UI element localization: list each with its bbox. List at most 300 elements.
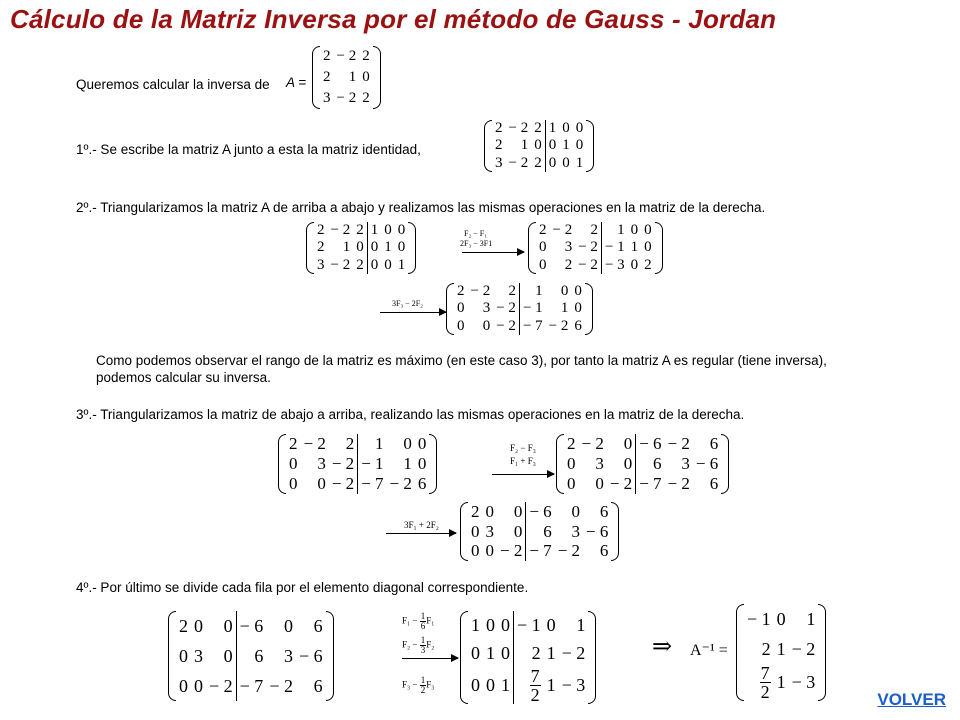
matrix-cell: 0 [567, 474, 576, 494]
step4-op3-num: 1 [420, 675, 426, 685]
matrix-cell: 0 [417, 454, 427, 474]
matrix-cell: 2 [534, 154, 542, 171]
matrix-cell: − 2 [496, 317, 516, 334]
matrix-cell: 1 [601, 222, 627, 239]
matrix-cell: − 6 [586, 521, 609, 541]
matrix-cell: 1 [776, 638, 786, 659]
matrix-row [744, 664, 818, 701]
matrix-cell: − 2 [336, 47, 357, 64]
step4-op2-num: 1 [420, 635, 426, 645]
matrix-cell: − 2 [578, 239, 598, 256]
matrix-cell: − 1 [514, 611, 544, 639]
inverse-matrix [736, 604, 826, 701]
matrix-cell: 0 [417, 434, 427, 454]
matrix-cell: − 2 [548, 317, 569, 334]
matrix-cell: 0 [513, 502, 523, 521]
matrix-cell: − 1 [358, 454, 387, 474]
matrix-cell: 1 [520, 137, 529, 154]
matrix-row [468, 639, 588, 667]
matrix-row [314, 222, 408, 239]
matrix-cell: 0 [471, 675, 480, 696]
matrix-cell: 2 [539, 222, 547, 238]
matrix-cell: 1 [562, 137, 570, 154]
matrix-cell: 0 [289, 474, 298, 494]
matrix-cell: 2 [317, 222, 325, 238]
left-bracket [484, 120, 492, 172]
matrix-cell: 3 [571, 521, 581, 541]
matrix-cell: 1 [519, 283, 545, 300]
matrix-row [320, 67, 373, 88]
step4-op1-num: 1 [420, 611, 426, 621]
matrix-cell: 0 [317, 474, 326, 494]
matrix-cell: 0 [545, 155, 559, 172]
matrix-row [176, 641, 326, 671]
matrix-cell: 1 [358, 434, 387, 454]
left-bracket [168, 611, 176, 701]
matrix-cell: 2 [514, 639, 544, 667]
matrix-cell: 1 [342, 239, 351, 256]
matrix-table [492, 120, 586, 172]
step3-matrix-a [278, 434, 437, 494]
matrix-cell: 0 [575, 137, 584, 154]
matrix-row [320, 46, 373, 67]
matrix-cell: 0 [457, 300, 465, 317]
matrix-cell: 1 [367, 222, 381, 239]
matrix-cell: 2 [508, 283, 516, 299]
matrix-cell: 1 [348, 68, 357, 85]
step4-op3-a: F₃ − [402, 679, 420, 690]
matrix-cell: − 7 [236, 671, 266, 701]
matrix-cell: 2 [644, 256, 652, 273]
matrix-cell: 3 [323, 89, 331, 106]
right-bracket [326, 611, 334, 701]
matrix-row [314, 257, 408, 274]
matrix-cell: − 2 [508, 120, 529, 136]
matrix-cell: 0 [384, 256, 392, 273]
matrix-cell: 0 [403, 434, 412, 454]
step3-arrow2 [386, 533, 456, 534]
matrix-cell: 0 [194, 615, 203, 636]
left-bracket [446, 283, 454, 335]
step2-matrix-c [446, 283, 593, 335]
matrix-row [454, 283, 585, 300]
matrix-cell: − 2 [609, 474, 633, 494]
matrix-cell: 3 [283, 645, 293, 666]
matrix-cell: − 2 [561, 642, 586, 663]
matrix-cell: 0 [194, 675, 203, 696]
matrix-cell: 0 [501, 614, 510, 635]
fraction-numerator: 7 [530, 666, 540, 686]
matrix-cell: 0 [539, 256, 547, 273]
matrix-cell: 0 [623, 434, 633, 454]
step2-op1-line1: F₂ − F₁ [464, 229, 487, 238]
step1-text: 1º.- Se escribe la matriz A junto a esta la matriz identidad, [76, 142, 421, 157]
step2-arrow2 [380, 312, 446, 313]
matrix-cell [744, 664, 774, 701]
step4-text: 4º.- Por último se divide cada fila por el elemento diagonal correspondiente. [76, 580, 529, 595]
matrix-cell: 2 [356, 256, 364, 273]
matrix-cell: 2 [495, 120, 503, 136]
matrix-cell: 2 [457, 283, 465, 299]
matrix-row [286, 474, 429, 494]
step2-arrow1 [462, 252, 524, 253]
matrix-cell: 1 [403, 454, 412, 474]
matrix-table [314, 222, 408, 274]
matrix-cell: 0 [223, 645, 233, 666]
matrix-cell: 0 [485, 502, 494, 521]
step3-arrow1 [492, 474, 554, 475]
matrix-cell: 6 [236, 641, 266, 671]
matrix-cell: − 3 [791, 672, 816, 693]
implies-symbol: ⇒ [652, 632, 673, 660]
matrix-row [492, 120, 586, 137]
matrix-row [176, 671, 326, 701]
matrix-cell: 2 [495, 137, 503, 154]
matrix-row [468, 611, 588, 639]
matrix-row [320, 88, 373, 109]
matrix-cell: 1 [546, 675, 556, 696]
step4-op-row2 [402, 636, 434, 655]
step4-op1-b: F₁ [426, 615, 435, 626]
matrix-cell: − 1 [601, 239, 627, 256]
matrix-cell: 0 [179, 645, 188, 666]
matrix-cell: − 2 [500, 541, 523, 561]
matrix-cell: 0 [501, 642, 510, 663]
matrix-cell: 0 [567, 454, 576, 474]
matrix-cell: 2 [564, 256, 573, 273]
step4-op-row1 [402, 612, 434, 631]
matrix-cell: 6 [574, 317, 582, 334]
matrix-cell: − 2 [330, 222, 351, 238]
matrix-cell: 0 [486, 675, 495, 696]
step4-op3-b: F₃ [426, 679, 435, 690]
step4-op2-den: 3 [420, 645, 426, 655]
fraction-numerator: 7 [760, 663, 770, 683]
matrix-cell: 0 [485, 541, 494, 561]
matrix-cell: 6 [599, 502, 609, 521]
matrix-row [468, 522, 611, 542]
matrix-cell: 2 [356, 222, 364, 238]
matrix-cell: 0 [562, 120, 570, 136]
matrix-cell: 1 [545, 120, 559, 137]
matrix-cell: 2 [323, 47, 331, 64]
matrix-cell: − 1 [519, 300, 545, 317]
matrix-cell: 3 [317, 256, 325, 273]
matrix-cell: − 1 [747, 608, 771, 629]
matrix-table [564, 434, 721, 494]
right-bracket [721, 434, 729, 494]
matrix-cell: 0 [223, 615, 233, 636]
matrix-cell: 0 [471, 642, 480, 663]
right-bracket [373, 46, 381, 109]
step2-matrix-b [528, 222, 663, 274]
step3-matrix-c [460, 502, 619, 561]
matrix-cell: 0 [644, 239, 652, 256]
fraction [760, 664, 771, 701]
inverse-label: A⁻¹ = [690, 642, 728, 659]
matrix-cell: 2 [362, 89, 370, 106]
matrix-row [536, 239, 655, 256]
matrix-row [564, 454, 721, 474]
step4-arrow [402, 658, 458, 659]
rank-note: Como podemos observar el rango de la matriz es máximo (en este caso 3), por tanto la matriz A es regular (tiene inversa), podemos calcular su inversa. [96, 353, 827, 385]
matrix-cell: 0 [630, 256, 639, 273]
step4-op2-a: F₂ − [402, 639, 420, 650]
matrix-cell: − 2 [330, 256, 351, 273]
matrix-cell: 3 [681, 454, 690, 474]
matrix-cell: 0 [571, 502, 581, 521]
matrix-row [492, 155, 586, 172]
step3-op1-line1: F₂ − F₃ [510, 443, 536, 453]
left-bracket [460, 611, 468, 704]
matrix-cell: 0 [595, 474, 604, 494]
fraction [530, 667, 541, 704]
matrix-cell: 0 [545, 137, 559, 154]
matrix-cell: − 6 [526, 502, 555, 522]
matrix-cell: 3 [495, 154, 503, 171]
matrix-cell: 0 [623, 454, 633, 474]
matrix-cell: 0 [644, 222, 652, 238]
matrix-cell: 0 [179, 675, 188, 696]
intro-label: A = [286, 75, 307, 90]
matrix-cell: 2 [317, 239, 325, 256]
matrix-cell: 6 [709, 434, 719, 454]
right-bracket [408, 222, 416, 274]
matrix-cell: 0 [457, 317, 465, 334]
matrix-cell: − 2 [303, 434, 326, 454]
matrix-cell: 0 [482, 317, 491, 334]
matrix-cell: 1 [630, 239, 639, 256]
matrix-cell: 2 [289, 434, 298, 454]
matrix-row [564, 434, 721, 454]
matrix-cell: 0 [356, 239, 364, 256]
matrix-row [492, 137, 586, 154]
matrix-row [286, 434, 429, 454]
left-bracket [278, 434, 286, 494]
matrix-row [468, 502, 611, 522]
matrix-cell: 0 [471, 541, 480, 561]
left-bracket [736, 604, 744, 701]
matrix-cell: 0 [776, 608, 786, 629]
matrix-cell: 0 [362, 68, 370, 85]
matrix-cell: 0 [289, 454, 298, 474]
matrix-cell: 0 [560, 283, 569, 299]
matrix-cell: 0 [384, 222, 392, 238]
matrix-cell: 2 [345, 434, 355, 454]
matrix-row [454, 300, 585, 317]
matrix-row [286, 454, 429, 474]
matrix-cell: 0 [283, 615, 293, 636]
step4-op2-b: F₂ [426, 639, 435, 650]
matrix-table [468, 502, 611, 561]
left-bracket [306, 222, 314, 274]
matrix-cell: 1 [806, 608, 816, 629]
matrix-cell: 1 [397, 256, 406, 273]
matrix-table [454, 283, 585, 335]
matrix-cell: 2 [590, 222, 598, 238]
matrix-cell [514, 667, 544, 704]
step4-op3-den: 2 [420, 685, 426, 695]
matrix-cell: 0 [367, 257, 381, 274]
fraction-denominator: 2 [760, 682, 770, 702]
matrix-cell: 1 [560, 300, 569, 317]
matrix-cell: − 2 [791, 638, 816, 659]
matrix-cell: − 2 [667, 474, 690, 494]
matrix-cell: − 2 [470, 283, 491, 299]
matrix-cell: 1 [546, 642, 556, 663]
step4-matrix-b [460, 611, 596, 704]
matrix-cell: − 2 [552, 222, 573, 238]
matrix-row [454, 318, 585, 335]
left-bracket [556, 434, 564, 494]
matrix-cell: − 7 [526, 541, 555, 561]
matrix-row [468, 541, 611, 561]
intro-text: Queremos calcular la inversa de [76, 77, 270, 92]
matrix-row [468, 667, 588, 704]
matrix-cell: − 2 [389, 474, 412, 494]
matrix-cell: 0 [367, 239, 381, 256]
right-bracket [585, 283, 593, 335]
matrix-cell: 1 [384, 239, 392, 256]
step4-op1-den: 6 [420, 621, 426, 631]
matrix-cell: − 6 [695, 454, 719, 474]
matrix-cell: 0 [575, 120, 584, 136]
volver-link[interactable]: VOLVER [877, 690, 946, 709]
page-title: Cálculo de la Matriz Inversa por el método de Gauss - Jordan [10, 4, 777, 34]
matrix-cell: − 2 [209, 675, 233, 696]
step3-text: 3º.- Triangularizamos la matriz de abajo a arriba, realizando las mismas operaciones en la matriz de la derecha. [76, 407, 745, 422]
matrix-cell: 3 [595, 454, 604, 474]
left-bracket [312, 46, 320, 109]
step4-op-row3 [402, 676, 434, 695]
step2-op2: 3F₃ − 2F₂ [392, 299, 423, 308]
right-bracket [818, 604, 826, 701]
matrix-cell: 0 [486, 614, 495, 635]
matrix-table [744, 604, 818, 701]
matrix-cell: − 2 [336, 89, 357, 106]
matrix-cell: − 6 [298, 645, 323, 666]
matrix-cell: 6 [417, 474, 427, 494]
matrix-cell: 6 [526, 522, 555, 542]
matrix-row [536, 222, 655, 239]
matrix-cell: 2 [567, 434, 576, 454]
matrix-cell: − 3 [601, 257, 627, 274]
matrix-cell: 6 [636, 454, 665, 474]
right-bracket [586, 120, 594, 172]
matrix-cell: 0 [562, 154, 570, 171]
matrix-cell: 6 [709, 474, 719, 494]
matrix-cell: 0 [513, 521, 523, 541]
step4-matrix-a [168, 611, 334, 701]
matrix-row [176, 611, 326, 641]
matrix-cell: 3 [194, 645, 203, 666]
matrix-cell: 2 [471, 502, 480, 521]
matrix-cell: 0 [574, 283, 582, 299]
step2-text: 2º.- Triangularizamos la matriz A de arriba a abajo y realizamos las mismas operaciones en la matriz de la derecha. [76, 200, 766, 215]
step4-op1-a: F₁ − [402, 615, 420, 626]
matrix-cell: − 2 [581, 434, 604, 454]
intro-matrix [312, 46, 381, 109]
right-bracket [655, 222, 663, 274]
matrix-row [744, 604, 818, 634]
matrix-cell: 0 [397, 222, 406, 238]
matrix-row [564, 474, 721, 494]
matrix-cell: − 2 [496, 300, 516, 317]
right-bracket [429, 434, 437, 494]
right-bracket [611, 502, 619, 561]
matrix-cell: 0 [546, 614, 556, 635]
matrix-cell: 1 [575, 154, 584, 171]
matrix-cell: 2 [761, 638, 771, 659]
step3-op2: 3F₁ + 2F₂ [404, 520, 439, 530]
matrix-cell: − 6 [236, 611, 266, 641]
step2-op1-line2: 2F₃ − 3F1 [460, 239, 493, 248]
matrix-table [176, 611, 326, 701]
matrix-cell: 1 [776, 672, 786, 693]
right-bracket [588, 611, 596, 704]
matrix-cell: 6 [313, 675, 323, 696]
matrix-cell: 1 [576, 614, 586, 635]
step3-op1-line2: F₁ + F₃ [510, 456, 536, 466]
matrix-table [536, 222, 655, 274]
matrix-table [468, 611, 588, 704]
matrix-cell: 1 [486, 642, 495, 663]
matrix-cell: − 2 [578, 256, 598, 273]
matrix-cell: 0 [539, 239, 547, 256]
matrix-cell: 3 [564, 239, 573, 256]
matrix-row [744, 634, 818, 664]
matrix-cell: 6 [313, 615, 323, 636]
matrix-cell: 0 [574, 300, 582, 317]
matrix-cell: − 2 [331, 474, 355, 494]
matrix-cell: − 2 [331, 454, 355, 474]
matrix-cell: − 6 [636, 434, 665, 454]
matrix-cell: 1 [471, 614, 480, 635]
matrix-cell: 2 [534, 120, 542, 136]
matrix-cell: 3 [482, 300, 491, 317]
matrix-table [320, 46, 373, 109]
matrix-cell: − 2 [557, 541, 581, 561]
matrix-cell: 2 [323, 68, 331, 85]
matrix-table [286, 434, 429, 494]
matrix-cell: 6 [599, 541, 609, 561]
step1-matrix [484, 120, 594, 172]
matrix-cell: − 7 [519, 318, 545, 335]
matrix-cell: − 2 [667, 434, 690, 454]
left-bracket [460, 502, 468, 561]
matrix-cell: 3 [317, 454, 326, 474]
matrix-cell: 1 [501, 675, 510, 696]
matrix-row [314, 239, 408, 256]
fraction-denominator: 2 [530, 685, 540, 705]
matrix-cell: − 7 [358, 474, 387, 494]
matrix-cell: 2 [179, 615, 188, 636]
matrix-cell: − 2 [508, 154, 529, 171]
matrix-cell: 0 [397, 239, 406, 256]
matrix-cell: 2 [362, 47, 370, 64]
matrix-cell: − 7 [636, 474, 665, 494]
matrix-cell: 3 [485, 521, 494, 541]
matrix-cell: − 3 [561, 675, 586, 696]
left-bracket [528, 222, 536, 274]
step2-matrix-a [306, 222, 416, 274]
matrix-cell: 0 [534, 137, 542, 154]
matrix-cell: − 2 [269, 675, 293, 696]
matrix-cell: 0 [471, 521, 480, 541]
matrix-cell: 0 [630, 222, 639, 238]
matrix-row [536, 257, 655, 274]
step3-matrix-b [556, 434, 729, 494]
